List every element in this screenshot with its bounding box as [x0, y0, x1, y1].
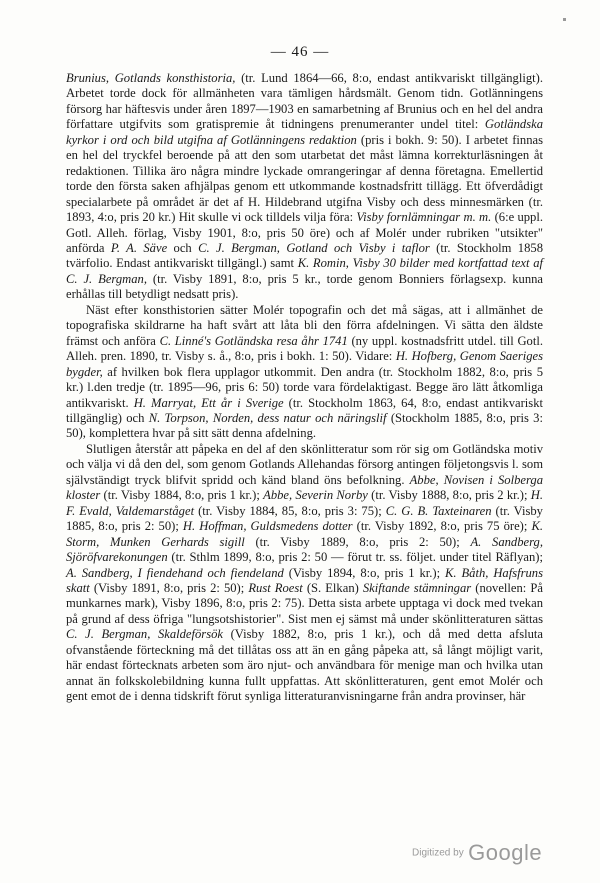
google-logo: Google	[468, 840, 543, 865]
body-text	[66, 71, 543, 705]
text-run: Näst efter konsthistorien sätter Molér topografin och det må sägas, att i allmänhet de topografiska skildrarne ha haft svårt att låta bli den förra afdelningen. Vi sätta den äldste främst och anföra	[66, 302, 543, 348]
text-run: (pris i bokh. 9: 50). I arbetet finnas en hel del tryckfel beroende på att den som utarbetat det måst lämna korrekturläsningen åt redaktionen. Tillika äro några mindre lyckade omrangeringar af denna företagna. Emellertid torde den första saken afhjälpas genom ett utkommande kostnadsfritt tillägg. Ett öfverdådigt specialarbete på området är det af H. Hildebrand utgifna Visby och dess minnesmärken (tr. 1893, 4:o, pris 20 kr.) Hit skulle vi ock tilldels vilja föra:	[66, 132, 543, 225]
text-run: Slutligen återstår att påpeka en del af den skönlitteratur som rör sig om Gotländska motiv och välja vi då den del, som genom Gotlands Allehandas försorg antingen följetongsvis l. som självständigt tryck blifvit spridd och känd bland öns befolkning.	[66, 441, 543, 487]
text-run: (Visby 1894, 8:o, pris 1 kr.);	[283, 565, 446, 580]
italic-citation: K. Båth, Hafsfruns skatt	[66, 565, 543, 595]
text-run: (tr. Visby 1888, 8:o, pris 2 kr.);	[367, 488, 531, 503]
italic-citation: A. Sandberg, Sjöröfvarekonungen	[66, 534, 543, 565]
text-run: (tr. Lund 1864—66, 8:o, endast antikvariskt tillgängligt). Arbetet torde dock för allmänheten vara tämligen hårdsmält. Genom tidn. Gotlänningens försorg har häftesvis under åren 1897—1903 en samarbetning af Brunius och en hel del andra författare utgifvits som gratispremie åt tidningens prenumeranter undel titel:	[66, 71, 543, 132]
italic-citation: C. G. B. Taxteinaren	[385, 503, 492, 518]
italic-citation: Gotländska kyrkor i ord och bild utgifna af Gotlänningens redaktion	[66, 117, 543, 147]
paragraph	[66, 442, 543, 705]
text-run: (tr. Visby 1884, 85, 8:o, pris 3: 75);	[194, 503, 386, 518]
text-run: af hvilken bok flera upplagor utkommit. Den andra (tr. Stockholm 1882, 8:o, pris 5 kr.) l.den tredje (tr. 1895—96, pris 6: 50) torde vara fördelaktigast. Begge äro lätt åtkomliga antikvariskt.	[66, 364, 543, 410]
text-run: (tr. Visby 1891, 8:o, pris 5 kr., torde genom Bonniers förlagsexp. kunna erhållas till betydligt nedsatt pris).	[66, 271, 544, 302]
text-run: (Visby 1891, 8:o, pris 2: 50);	[89, 580, 249, 595]
text-run: (tr. Visby 1892, 8:o, pris 75 öre);	[352, 519, 532, 534]
italic-citation: Abbe, Novisen i Solberga kloster	[66, 472, 543, 503]
text-run: (tr. Visby 1884, 8:o, pris 1 kr.);	[100, 488, 264, 503]
italic-citation: C. J. Bergman, Gotland och Visby i taflor	[198, 240, 430, 255]
text-run: (S. Elkan)	[302, 580, 363, 595]
text-run: (6:e uppl. Gotl. Alleh. förlag, Visby 1901, 8:o, pris 50 öre) och af Molér under rubriken "utsikter" anförda	[66, 210, 543, 255]
italic-citation: K. Romin, Visby 30 bilder med kortfattad text af C. J. Bergman,	[66, 256, 543, 286]
text-run: (Stockholm 1885, 8:o, pris 3: 50), komplettera hvar på sitt sätt denna afdelning.	[66, 410, 543, 441]
italic-citation: P. A. Säve	[110, 240, 168, 255]
italic-citation: H. Hofberg, Genom Saeriges bygder,	[66, 349, 544, 379]
italic-citation: H. Hoffman, Guldsmedens dotter	[182, 519, 353, 534]
page-corner-mark	[563, 18, 566, 21]
text-run: (tr. Stockholm 1858 tvärfolio. Endast antikvariskt tillgängl.) samt	[66, 240, 543, 271]
italic-citation: C. Linné's Gotländska resa åhr 1741	[159, 333, 348, 348]
italic-citation: Abbe, Severin Norby	[263, 488, 368, 503]
text-run: (tr. Visby 1885, 8:o, pris 2: 50);	[66, 503, 543, 534]
paragraph	[66, 71, 543, 303]
italic-citation: N. Torpson, Norden, dess natur och näringslif	[148, 410, 387, 425]
italic-citation: H. F. Evald, Valdemarståget	[66, 488, 543, 518]
text-run: (novellen: På munkarnes mark), Visby 1896, 8:o, pris 2: 75). Detta sista arbete upptaga vi dock med tvekan på grund af dess öfriga "lungsotshistorier". Sist men ej sämst må under skönlitteraturen sättas	[66, 580, 543, 626]
text-run: (ny uppl. kostnadsfritt utdel. till Gotl. Alleh. pren. 1890, tr. Visby s. å., 8:o, pris i bokh. 1: 50). Vidare:	[66, 333, 543, 364]
italic-citation: C. J. Bergman, Skaldeförsök	[66, 627, 223, 642]
italic-citation: A. Sandberg, I fiendehand och fiendeland	[66, 565, 284, 580]
paragraph	[66, 303, 543, 442]
italic-citation: K. Storm, Munken Gerhards sigill	[66, 519, 543, 549]
italic-citation: H. Marryat, Ett år i Sverige	[133, 395, 284, 410]
watermark-prefix: Digitized by	[412, 847, 464, 859]
italic-citation: Skiftande stämningar	[362, 580, 472, 595]
page-number: — 46 —	[270, 44, 330, 60]
text-run: (Visby 1882, 8:o, pris 1 kr.), och då med detta afsluta ofvanstående förteckning må det tillåtas oss att än en gång påpeka att, så långt möjligt varit, här endast förtecknats arbeten som äro njut- och användbara för menige man och hvilka utan annat än folkskolebildning kunna fullt uppfattas. Att skönlitteraturen, gent emot Molér och gent emot de i denna tidskrift förut synliga litteraturanvisningarne från andra provinser, här	[66, 627, 543, 704]
italic-citation: Visby fornlämningar m. m.	[356, 210, 492, 225]
text-run: (tr. Sthlm 1899, 8:o, pris 2: 50 — förut tr. ss. följet. under titel Räflyan);	[167, 550, 543, 565]
text-run: och	[167, 240, 199, 255]
text-run: (tr. Visby 1889, 8:o, pris 2: 50);	[244, 534, 471, 549]
text-run: (tr. Stockholm 1863, 64, 8:o, endast antikvariskt tillgänglig) och	[66, 395, 543, 425]
italic-citation: Brunius, Gotlands konsthistoria,	[66, 71, 236, 85]
italic-citation: Rust Roest	[248, 580, 303, 595]
digitized-watermark	[412, 840, 542, 866]
